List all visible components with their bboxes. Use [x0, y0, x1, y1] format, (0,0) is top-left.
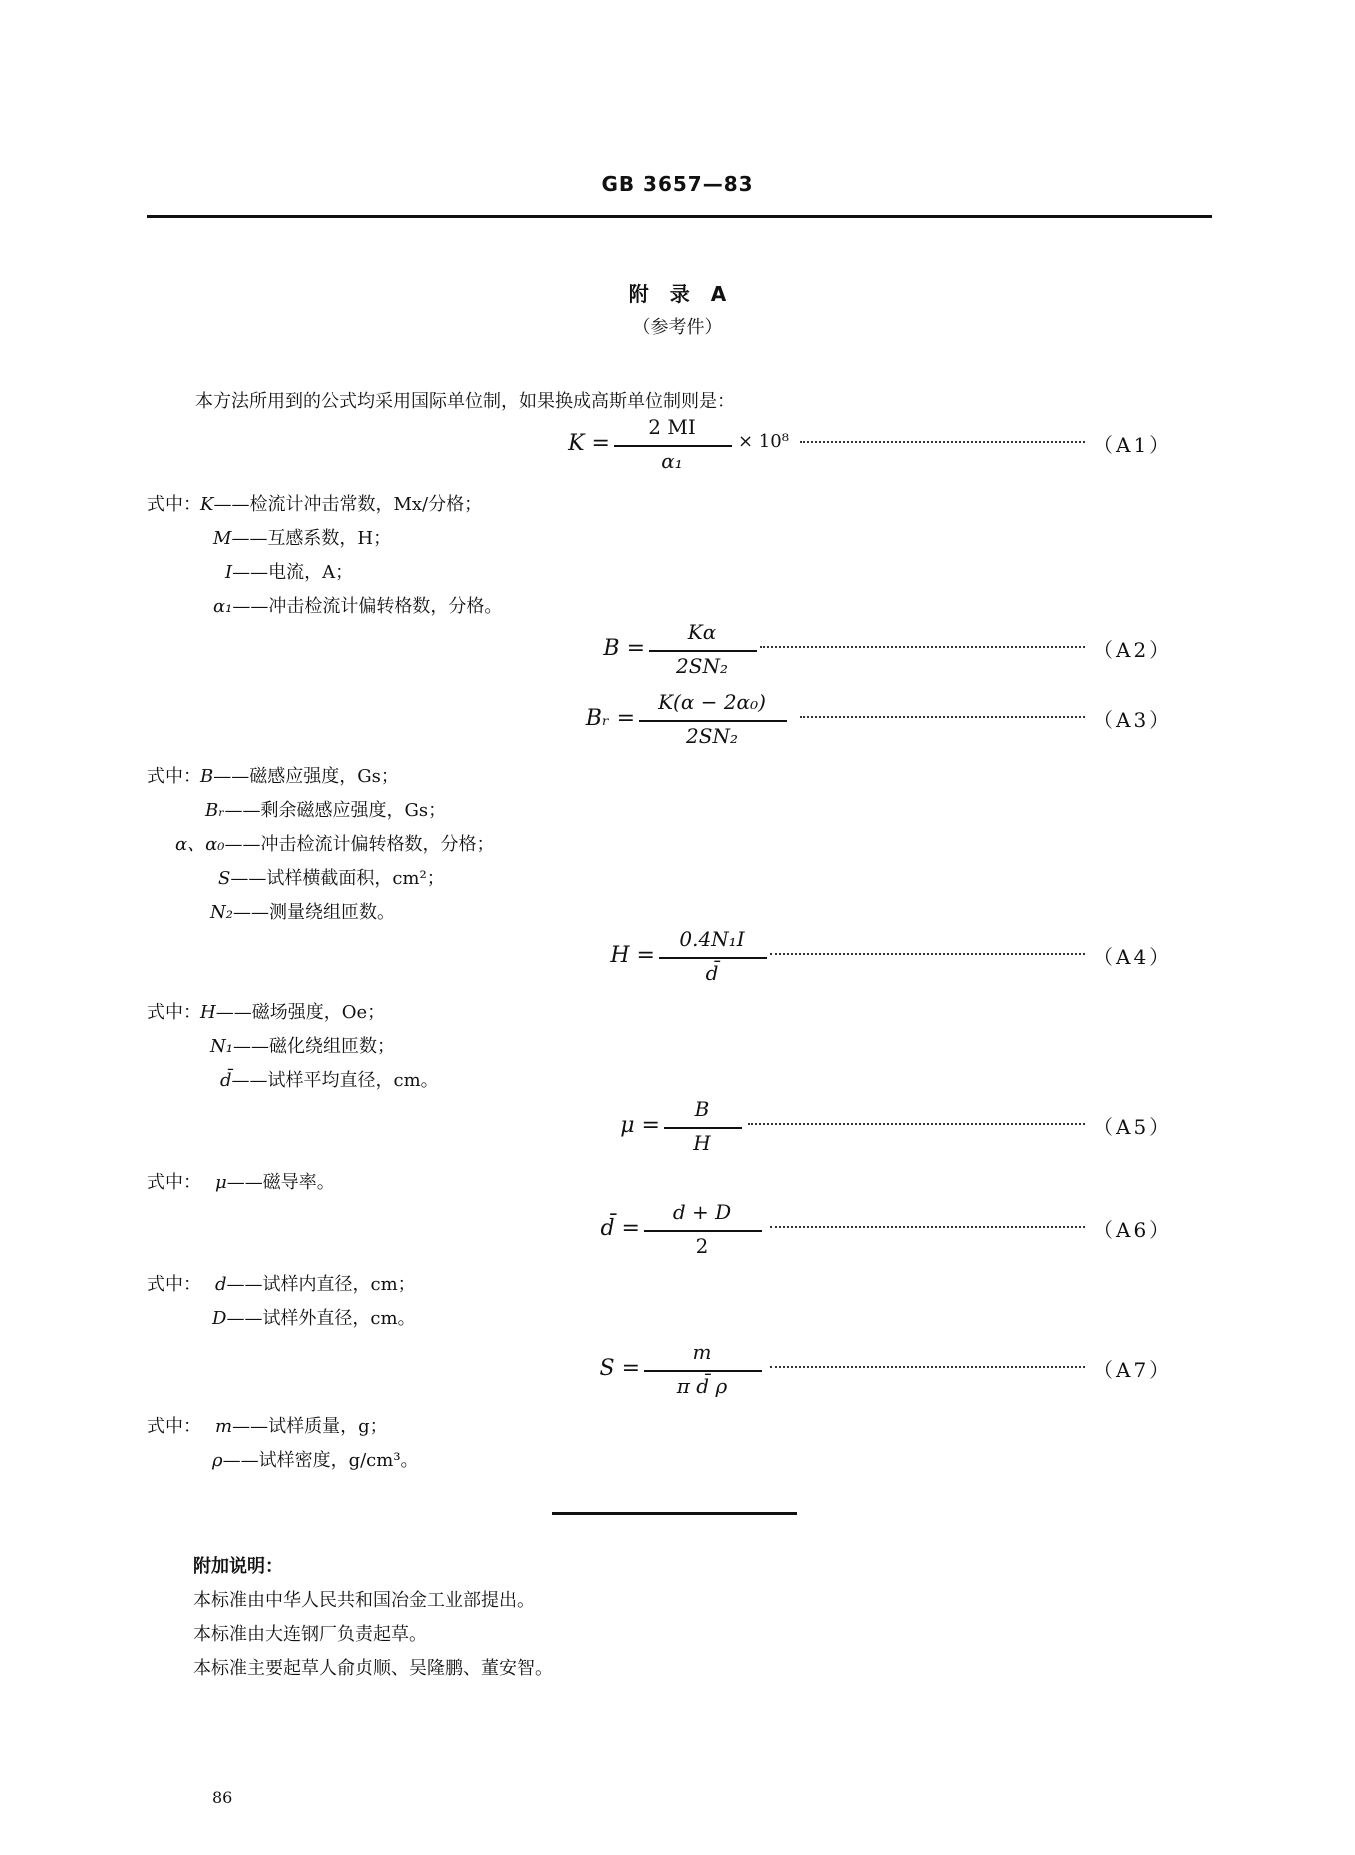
dot-leader: [800, 712, 1085, 718]
formula-multiplier: × 10⁸: [738, 431, 789, 452]
formula-label: （A7）: [1093, 1358, 1173, 1382]
note-line: 本标准由大连钢厂负责起草。: [193, 1624, 427, 1645]
definition-item: [218, 864, 445, 890]
formula-denominator: 2SN₂: [676, 654, 728, 678]
definition-item: [215, 1270, 416, 1296]
formula-label: （A6）: [1093, 1218, 1173, 1242]
formula-label: （A5）: [1093, 1115, 1173, 1139]
notes-heading: 附加说明：: [193, 1556, 283, 1577]
definition-symbol: H: [200, 1002, 216, 1023]
dot-leader: [770, 1362, 1085, 1368]
definition-item: [205, 796, 446, 822]
definition-symbol: α、α₀: [175, 834, 225, 855]
definition-item: [215, 1168, 335, 1194]
fraction-bar: [614, 445, 732, 447]
fraction-bar: [649, 650, 757, 652]
definition-symbol: B: [200, 766, 214, 787]
formula-a1: [0, 415, 1355, 475]
fraction-bar: [659, 957, 767, 959]
definition-text: ——检流计冲击常数，Mx/分格；: [213, 494, 483, 515]
definition-symbol: D: [212, 1308, 227, 1329]
formula-lhs: d̄ =: [600, 1216, 640, 1241]
where-label: 式中：: [147, 1002, 201, 1023]
formula-numerator: d + D: [672, 1200, 732, 1224]
dot-leader: [800, 437, 1085, 443]
definition-symbol: d̄: [220, 1070, 232, 1091]
appendix-subtitle: （参考件）: [632, 317, 723, 338]
note-line: 本标准由中华人民共和国冶金工业部提出。: [193, 1590, 535, 1611]
definition-symbol: μ: [215, 1172, 227, 1193]
dot-leader: [770, 1222, 1085, 1228]
formula-a6: [0, 1200, 1355, 1260]
formula-lhs: H =: [610, 943, 655, 968]
formula-numerator: Kα: [687, 620, 717, 644]
definition-item: [200, 762, 399, 788]
definition-symbol: K: [200, 494, 214, 515]
definition-text: ——测量绕组匝数。: [232, 902, 395, 923]
definition-item: [213, 592, 502, 618]
formula-label: （A3）: [1093, 708, 1173, 732]
definition-symbol: α₁: [213, 596, 233, 617]
definition-item: [175, 830, 495, 856]
formula-a7: [0, 1340, 1355, 1400]
where-label: 式中：: [147, 766, 201, 787]
definition-text: ——剩余磁感应强度，Gs；: [224, 800, 447, 821]
definition-item: [213, 524, 391, 550]
formula-denominator: π d̄ ρ: [676, 1374, 728, 1398]
definition-text: ——试样质量，g；: [232, 1416, 388, 1437]
where-label: 式中：: [147, 494, 201, 515]
definition-text: ——电流，A；: [232, 562, 354, 583]
definition-symbol: N₂: [210, 902, 233, 923]
definition-text: ——试样密度，g/cm³。: [222, 1450, 419, 1471]
definition-symbol: N₁: [210, 1036, 233, 1057]
definition-text: ——互感系数，H；: [231, 528, 392, 549]
formula-lhs: B =: [603, 636, 645, 661]
fraction-bar: [664, 1127, 742, 1129]
formula-lhs: μ =: [620, 1113, 660, 1138]
definition-symbol: M: [213, 528, 232, 549]
definition-text: ——试样内直径，cm；: [226, 1274, 416, 1295]
note-line: 本标准主要起草人俞贞顺、吴隆鹏、董安智。: [193, 1658, 553, 1679]
definition-text: ——磁场强度，Oe；: [215, 1002, 386, 1023]
section-end-rule: [552, 1512, 797, 1515]
formula-lhs: S =: [599, 1356, 640, 1381]
definition-symbol: m: [215, 1416, 233, 1437]
definition-item: [220, 1066, 439, 1092]
formula-denominator: d̄: [705, 961, 719, 985]
definition-symbol: S: [218, 868, 231, 889]
definition-symbol: Bᵣ: [205, 800, 225, 821]
definition-symbol: ρ: [212, 1450, 223, 1471]
formula-denominator: α₁: [661, 449, 683, 473]
formula-denominator: 2: [695, 1234, 709, 1258]
formula-lhs: Bᵣ =: [585, 706, 635, 731]
formula-label: （A2）: [1093, 638, 1173, 662]
where-label: 式中：: [147, 1172, 201, 1193]
formula-numerator: 2 MI: [648, 415, 696, 439]
formula-numerator: 0.4N₁I: [679, 927, 745, 951]
definition-item: [212, 1304, 416, 1330]
formula-numerator: m: [692, 1340, 712, 1364]
formula-numerator: B: [694, 1097, 710, 1121]
formula-label: （A1）: [1093, 433, 1173, 457]
formula-denominator: H: [693, 1131, 711, 1155]
definition-text: ——试样外直径，cm。: [226, 1308, 416, 1329]
formula-a4: [0, 927, 1355, 987]
formula-a2: [0, 620, 1355, 680]
definition-text: ——磁感应强度，Gs；: [213, 766, 399, 787]
definition-text: ——磁导率。: [226, 1172, 335, 1193]
definition-text: ——试样平均直径，cm。: [231, 1070, 439, 1091]
document-code: GB 3657—83: [601, 172, 754, 196]
fraction-bar: [639, 720, 787, 722]
definition-item: [210, 898, 395, 924]
dot-leader: [748, 1119, 1085, 1125]
formula-lhs: K =: [568, 431, 610, 456]
where-label: 式中：: [147, 1416, 201, 1437]
definition-item: [212, 1446, 419, 1472]
dot-leader: [760, 642, 1085, 648]
fraction-bar: [644, 1370, 762, 1372]
formula-label: （A4）: [1093, 945, 1173, 969]
where-label: 式中：: [147, 1274, 201, 1295]
definition-item: [200, 998, 385, 1024]
formula-a3: [0, 690, 1355, 750]
definition-symbol: I: [225, 562, 233, 583]
definition-text: ——磁化绕组匝数；: [232, 1036, 395, 1057]
definition-symbol: d: [215, 1274, 227, 1295]
definition-item: [225, 558, 353, 584]
definition-text: ——试样横截面积，cm²；: [230, 868, 445, 889]
formula-a5: [0, 1097, 1355, 1157]
header-rule: [147, 215, 1212, 218]
formula-numerator: K(α − 2α₀): [658, 690, 766, 714]
page-number: 86: [212, 1788, 233, 1807]
intro-text: 本方法所用到的公式均采用国际单位制，如果换成高斯单位制则是：: [195, 391, 735, 412]
fraction-bar: [644, 1230, 762, 1232]
formula-denominator: 2SN₂: [686, 724, 738, 748]
definition-item: [215, 1412, 388, 1438]
definition-item: [210, 1032, 395, 1058]
dot-leader: [770, 949, 1085, 955]
appendix-title: 附 录 A: [628, 282, 727, 306]
definition-text: ——冲击检流计偏转格数，分格。: [232, 596, 503, 617]
definition-item: [200, 490, 482, 516]
definition-text: ——冲击检流计偏转格数，分格；: [224, 834, 495, 855]
